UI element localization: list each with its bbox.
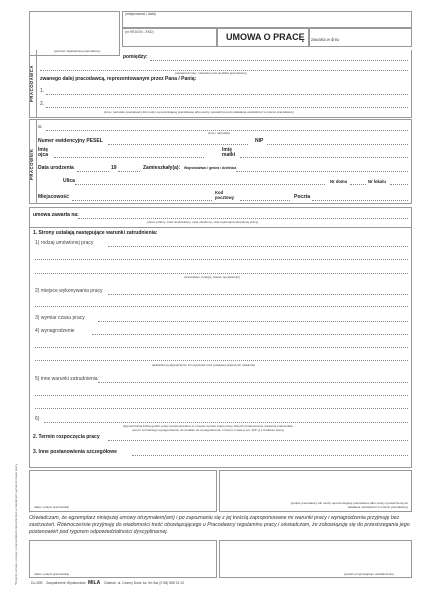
street-line[interactable] — [75, 184, 325, 185]
item3-line[interactable] — [98, 321, 408, 322]
form-code: Do-30B — [31, 581, 43, 585]
page-title: UMOWA O PRACĘ — [226, 32, 305, 42]
section1-heading: 1. Strony ustalają następujące warunki zatrudnienia: — [33, 230, 158, 236]
year-prefix: 19 — [111, 165, 117, 171]
item4-label: 4) wynagrodzenie — [35, 328, 75, 334]
street-label: Ulica — [63, 178, 75, 184]
rep-1-label: 1. — [40, 88, 45, 94]
item2-label: 2) miejsce wykonywania pracy — [35, 288, 103, 294]
pesel-line[interactable] — [108, 144, 248, 145]
item1-label: 1) rodzaj umówionej pracy — [35, 240, 94, 246]
date-signature-caption: (data i podpis pracownika) — [34, 572, 70, 576]
post-office-label: Poczta — [294, 194, 311, 200]
section3-line[interactable] — [132, 455, 408, 456]
section2-heading: 2. Termin rozpoczęcia pracy — [33, 434, 100, 440]
item5-line-1[interactable] — [98, 382, 408, 383]
period-caption: (okres próbny, czas nieokreślony, czas określony, czas wykonania określonej pracy) — [147, 220, 259, 224]
item6-line[interactable] — [44, 422, 408, 423]
publisher-address: Gdańsk, ul. Czarny Dwór 4a, tel./fax (0 58) 558 31 02 — [104, 581, 185, 585]
regon-label: (nr REGON - EKD) — [125, 30, 154, 34]
mother-line[interactable] — [240, 157, 408, 158]
employer-side-divider — [36, 50, 37, 118]
publisher-label: Zaopatrzenie Wydawnictw — [46, 581, 86, 585]
employee-name-caption: (imię i nazwisko) — [208, 131, 231, 135]
birth-date-line[interactable] — [77, 171, 109, 172]
between-label: pomiędzy: — [123, 54, 148, 60]
item4-line-2[interactable] — [35, 347, 408, 348]
flat-no-label: Nr lokalu — [368, 179, 386, 184]
post-office-line[interactable] — [312, 200, 408, 201]
stamp-caption: (pieczęć nagłówkowa pracodawcy) — [54, 49, 101, 53]
concluded-on-label: zawarta w dniu — [311, 37, 339, 42]
item6-label: 6) — [35, 416, 40, 422]
concluded-for-label: umowa zawarta na: — [33, 212, 79, 218]
region-line[interactable] — [236, 171, 408, 172]
region-label: Województwo / gmina / dzielnica — [184, 166, 237, 170]
item1-caption: (stanowisko, funkcja, zawód, specjalność) — [184, 275, 240, 279]
item5-line-2[interactable] — [35, 395, 408, 396]
receiver-signature-caption: (podpis przyjmującego oświadczenie) — [344, 572, 394, 576]
a-label: a: — [38, 124, 43, 130]
employer-side-label: PRACODAWCA — [29, 65, 34, 102]
represented-by-label: zwanego dalej pracodawcą, reprezentowanym przez Pana / Panią: — [40, 76, 197, 82]
item5-line-3[interactable] — [35, 408, 408, 409]
rep-1-line[interactable] — [46, 94, 408, 95]
item5-label: 5) inne warunki zatrudnienia — [35, 376, 98, 382]
section2-line[interactable] — [108, 440, 408, 441]
item1-line-1[interactable] — [108, 246, 408, 247]
item2-line-2[interactable] — [35, 306, 408, 307]
birth-year-line[interactable] — [118, 171, 140, 172]
place-date-box — [122, 11, 412, 28]
employer-signature-caption: (podpis pracodawcy lub osoby reprezentującej pracodawcę albo osoby upoważnionej do składania oświadczeń w imieniu pracodawcy) — [290, 501, 408, 509]
item6-caption: (dopuszczalna liczba godzin pracy ponad określony w umowie wymiar czasu pracy, których przekroczenie uprawnia pracownika, oprócz normalnego wynagrodzenia, do dodatku do wynagrodzenia, o którym mowa w art. 151¹ § 1 Kodeksu pracy) — [122, 424, 294, 432]
section3-heading: 3. Inne postanowienia szczegółowe — [33, 449, 117, 455]
declaration-text: Oświadczam, że egzemplarz niniejszej umowy otrzymałem(am) i po zapoznaniu się z jej treścią zaproponowane mi warunki pracy i wynagrodzenia przyjmuję bez zastrzeżeń. Równocześnie przyjmuję do wiadomości treść obowiązującego u Pracodawcy regulaminu pracy i oświadczam, że zobowiązuję się do przestrzegania jego postanowień pod rygorem odpowiedzialności dyscyplinarnej. — [29, 515, 410, 535]
nip-line[interactable] — [267, 144, 408, 145]
rep-caption: (imię i nazwisko pracodawcy lub osoby reprezentującej pracodawcę albo osoby upoważnionej do składania oświadczeń w imieniu pracodawcy) — [104, 110, 294, 114]
nip-label: NIP — [255, 138, 264, 144]
item1-line-2[interactable] — [35, 259, 408, 260]
birth-date-label: Data urodzenia — [38, 165, 74, 171]
employee-signature-caption: (data i podpis pracownika) — [34, 505, 70, 509]
house-no-line[interactable] — [350, 184, 366, 185]
rep-2-label: 2. — [40, 101, 45, 107]
town-line[interactable] — [72, 200, 212, 201]
place-date-label: (miejscowość i data) — [125, 12, 156, 16]
employer-name-line-1[interactable] — [150, 60, 408, 61]
postal-code-line[interactable] — [240, 200, 290, 201]
mother-label: Imię matki — [222, 147, 236, 158]
item1-line-3[interactable] — [35, 273, 408, 274]
publisher-logo: MiLA — [88, 580, 101, 586]
employee-side-label: PRACOWNIK — [29, 148, 34, 180]
flat-no-line[interactable] — [390, 184, 408, 185]
father-line[interactable] — [54, 157, 204, 158]
item4-line-3[interactable] — [35, 360, 408, 361]
father-label: Imię ojca — [38, 147, 49, 158]
pesel-label: Numer ewidencyjny PESEL — [38, 138, 103, 144]
rep-2-line[interactable] — [46, 107, 408, 108]
item3-label: 3) wymiar czasu pracy — [35, 315, 85, 321]
town-label: Miejscowość — [38, 194, 69, 200]
item2-line-1[interactable] — [108, 294, 408, 295]
concluded-for-line[interactable] — [78, 218, 408, 219]
side-note: *Dotyczy umowy o pracę z pracownikiem zatrudnionym w niepełnym wymiarze czasu pracy — [14, 463, 18, 585]
employer-name-caption: (nazwa lub imię i nazwisko oraz siedziba pracodawcy) — [175, 71, 247, 75]
postal-code-label: Kod pocztowy — [215, 190, 235, 200]
residence-label: Zamieszkały(a): — [143, 165, 181, 171]
item4-line-1[interactable] — [92, 334, 408, 335]
employee-side-divider — [36, 119, 37, 204]
house-no-label: Nr domu — [330, 179, 348, 184]
item4-caption: (składniki wynagrodzenia i ich wysokość oraz podstawa prawna ich ustalenia) — [152, 363, 256, 367]
